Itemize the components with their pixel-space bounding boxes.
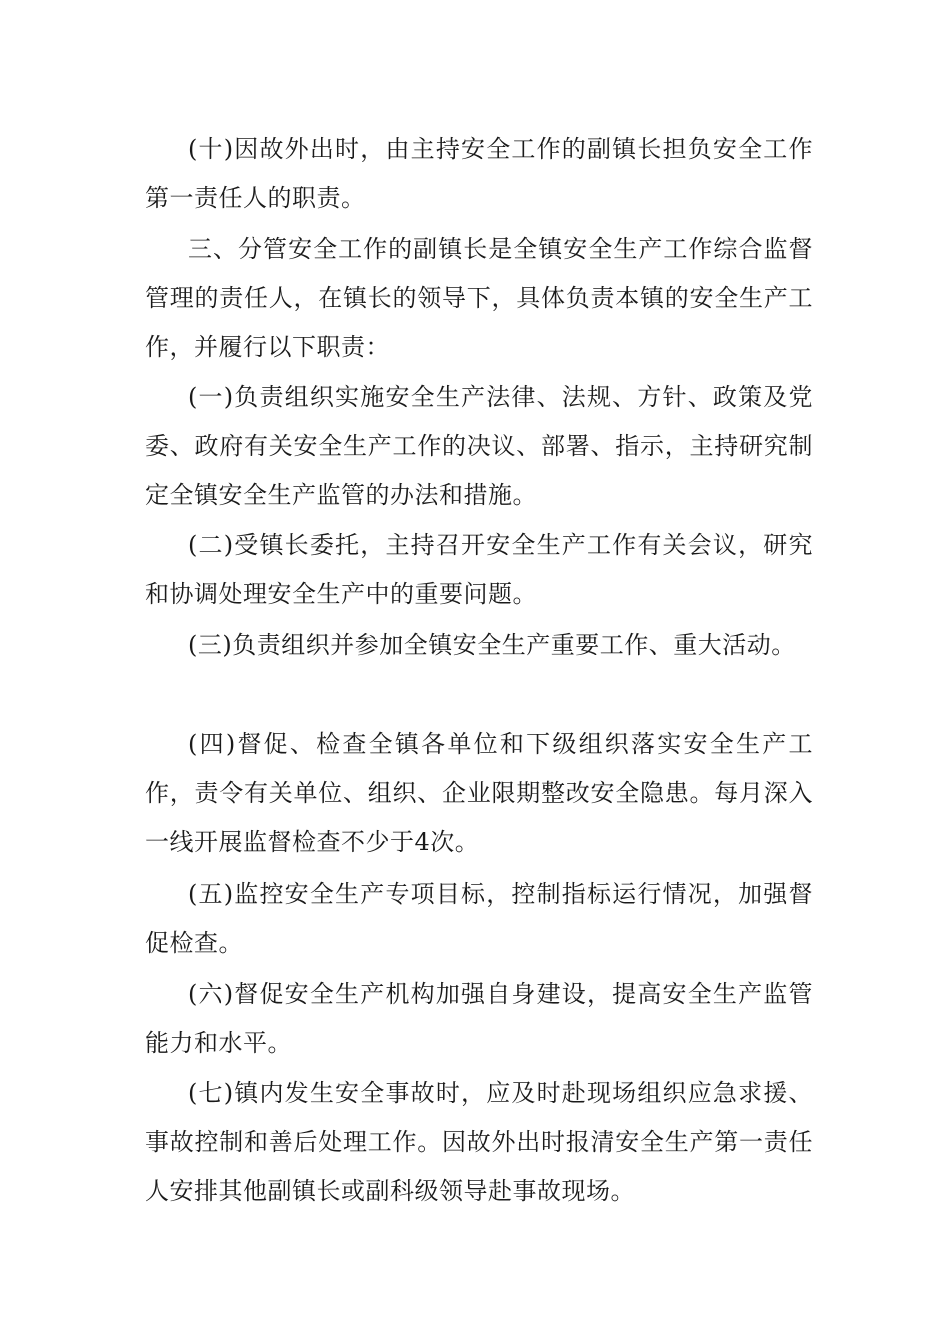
paragraph-item-7: (七)镇内发生安全事故时，应及时赴现场组织应急求援、事故控制和善后处理工作。因故外出时报清安全生产第一责任人安排其他副镇长或副科级领导赴事故现场。 (145, 1079, 813, 1205)
paragraph-item-5: (五)监控安全生产专项目标，控制指标运行情况，加强督促检查。 (145, 880, 813, 957)
paragraph-section-3: 三、分管安全工作的副镇长是全镇安全生产工作综合监督管理的责任人，在镇长的领导下，具体负责本镇的安全生产工作，并履行以下职责： (145, 235, 813, 361)
paragraph-item-4: (四)督促、检查全镇各单位和下级组织落实安全生产工作，责令有关单位、组织、企业限期整改安全隐患。每月深入一线开展监督检查不少于4次。 (145, 730, 813, 856)
paragraph-item-2: (二)受镇长委托，主持召开安全生产工作有关会议，研究和协调处理安全生产中的重要问题。 (145, 531, 813, 608)
paragraph-item-6: (六)督促安全生产机构加强自身建设，提高安全生产监管能力和水平。 (145, 980, 813, 1057)
paragraph-item-10: (十)因故外出时，由主持安全工作的副镇长担负安全工作第一责任人的职责。 (145, 135, 813, 212)
paragraph-item-1: (一)负责组织实施安全生产法律、法规、方针、政策及党委、政府有关安全生产工作的决议、部署、指示，主持研究制定全镇安全生产监管的办法和措施。 (145, 383, 813, 509)
paragraph-item-3: (三)负责组织并参加全镇安全生产重要工作、重大活动。 (188, 631, 796, 659)
